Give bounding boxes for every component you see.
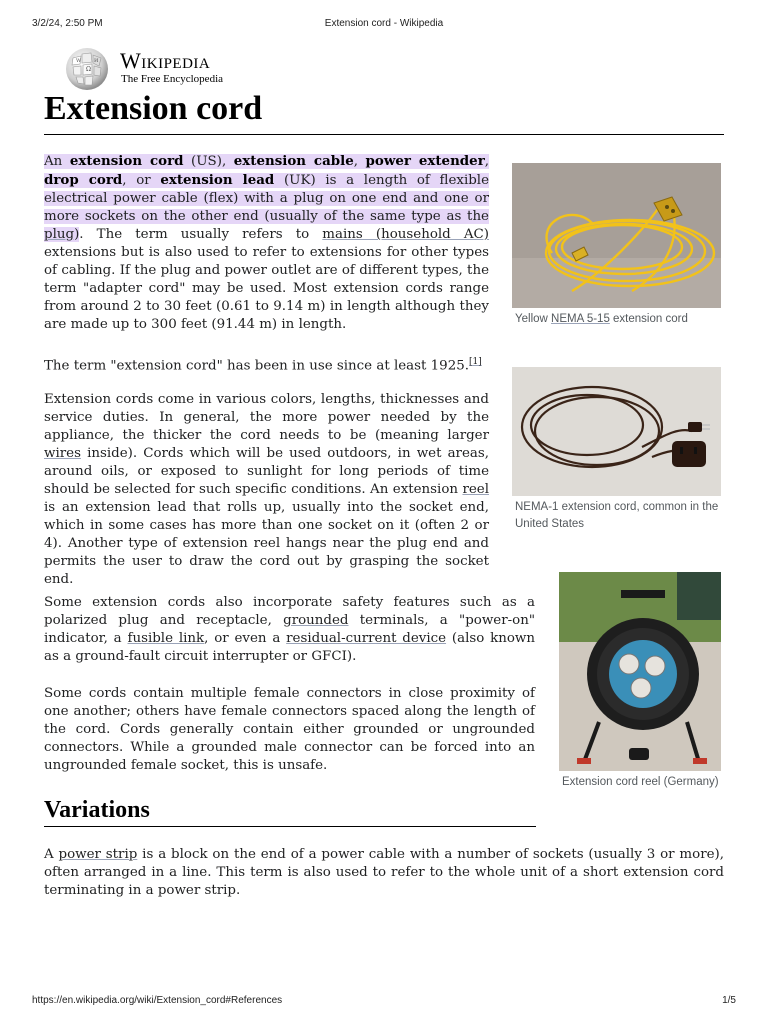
print-datetime: 3/2/24, 2:50 PM [32,18,103,29]
extension-cord-reel-image[interactable] [559,572,721,771]
print-footer-url: https://en.wikipedia.org/wiki/Extension_cord#References [32,995,283,1006]
page-title: Extension cord [44,90,263,127]
power-strip-paragraph: A power strip is a block on the end of a power cable with a number of sockets (usually 3 or more), often arranged in a line. This term is also used to refer to the whole unit of a short extension cord terminating in a power strip. [44,847,724,898]
connectors-paragraph: Some cords contain multiple female connectors in close proximity of one another; others have female connectors spaced along the length of the cord. Cords generally contain either grounded or ungrounded connectors. While a grounded male connector can be forced into an ungrounded female socket, this is unsafe. [44,686,535,773]
wikipedia-wordmark[interactable]: Wikipedia [120,48,211,73]
link-reel[interactable]: reel [462,482,489,497]
intro-paragraph: An extension cord (US), extension cable, power extender, drop cord, or extension lead (UK) is a length of flexible electrical power cable (flex) with a plug on one end and one or more sockets on the other end (usually of the same type as the plug). The term usually refers to mains (household AC) extensions but is also used to refer to extensions for other types of cabling. If the plug and power outlet are of different types, the term "adapter cord" may be used. Most extension cords range from around 2 to 30 feet (0.61 to 9.14 m) in length although they are made up to 300 feet (91.44 m) in length. [44,153,490,332]
yellow-extension-cord-image[interactable] [512,163,721,308]
safety-paragraph: Some extension cords also incorporate safety features such as a polarized plug and receptacle, grounded terminals, a "power-on" indicator, a fusible link, or even a residual-current device (also known as a ground-fault circuit interrupter or GFCI). [44,595,535,664]
brown-nema-1-cord-image[interactable] [512,367,721,496]
link-wires[interactable]: wires [44,446,81,461]
print-page-title: Extension cord - Wikipedia [324,18,444,29]
figure-1-caption: Yellow NEMA 5-15 extension cord [515,313,688,325]
svg-text:Ω: Ω [86,66,91,73]
wikipedia-globe-icon[interactable] [63,44,111,92]
link-grounded[interactable]: grounded [283,613,349,628]
figure-2-caption: NEMA-1 extension cord, common in the United States [515,501,719,530]
title-divider [44,134,724,135]
figure-3-caption: Extension cord reel (Germany) [562,776,719,788]
section-heading-variations: Variations [44,797,150,823]
svg-text:W: W [76,58,82,64]
link-mains[interactable]: mains (household AC) [322,227,489,242]
reference-1-link[interactable]: [1] [469,357,482,367]
link-power-strip[interactable]: power strip [58,847,138,862]
varieties-paragraph: Extension cords come in various colors, lengths, thicknesses and service duties. In general, the more power needed by the appliance, the thicker the cord needs to be (meaning larger wires inside). Cords which will be used outdoors, in wet areas, around oils, or exposed to sunlight for long periods of time should be selected for such specific conditions. An extension reel is an extension lead that rolls up, usually into the socket end, which in some cases has more than one socket on it (often 2 or 4). Another type of extension reel hangs near the plug end and permits the user to draw the cord out by grasping the socket end. [44,392,489,587]
wikipedia-tagline: The Free Encyclopedia [121,73,224,85]
highlighted-lead: An extension cord (US), extension cable, power extender, drop cord, or extension lead (UK) is a length of flexible electrical power cable (flex) with a plug on one end and one or more sockets on the other end (usually of the same type as the plug) [44,153,490,242]
print-page-number: 1/5 [722,995,736,1006]
link-plug[interactable]: plug [44,227,75,242]
link-residual-current-device[interactable]: residual-current device [286,631,447,646]
section-divider [44,826,536,827]
svg-text:И: И [94,58,99,64]
link-fusible-link[interactable]: fusible link [127,631,205,646]
link-nema-5-15[interactable]: NEMA 5-15 [551,313,610,325]
history-paragraph: The term "extension cord" has been in use since at least 1925.[1] [44,357,482,374]
